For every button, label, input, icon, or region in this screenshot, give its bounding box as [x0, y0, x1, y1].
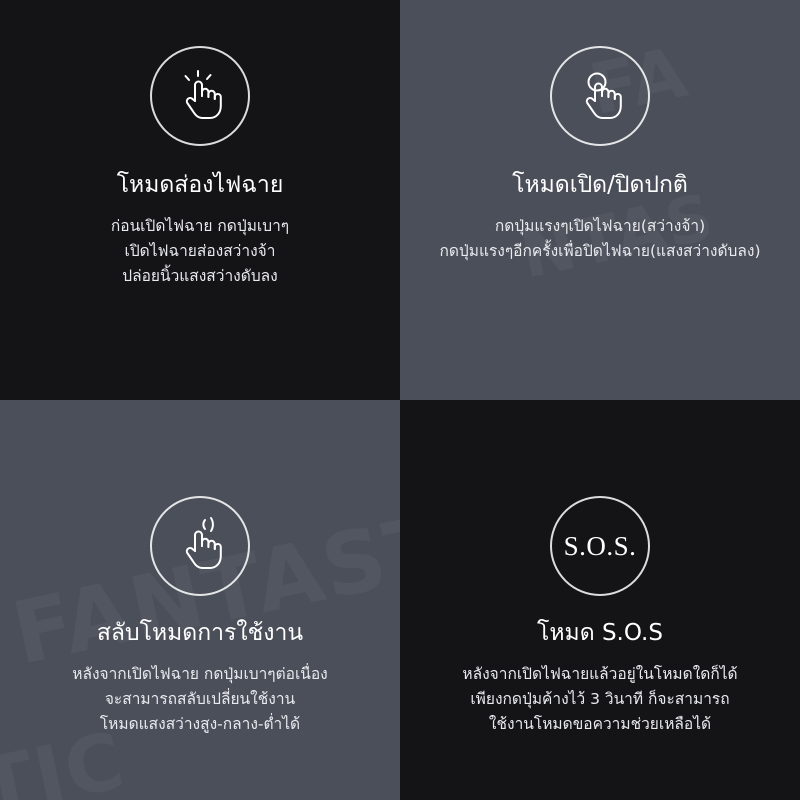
panel-title: โหมด S.O.S: [537, 620, 663, 646]
double-tap-finger-icon: [150, 496, 250, 596]
tap-finger-icon: [150, 46, 250, 146]
panel-normal-onoff-mode: [400, 0, 800, 400]
panel-title: โหมดเปิด/ปิดปกติ: [512, 172, 688, 198]
desc-line: กดปุ่มแรงๆอีกครั้งเพื่อปิดไฟฉาย(แสงสว่างดับลง): [439, 241, 761, 260]
panel-description: [66, 662, 334, 737]
desc-line: จะสามารถสลับเปลี่ยนใช้งาน: [104, 689, 296, 708]
panel-title: สลับโหมดการใช้งาน: [96, 620, 304, 646]
sos-icon: [550, 496, 650, 596]
sos-label: S.O.S.: [563, 530, 637, 561]
desc-line: ใช้งานโหมดขอความช่วยเหลือได้: [488, 714, 712, 733]
desc-line: ก่อนเปิดไฟฉาย กดปุ่มเบาๆ: [110, 216, 290, 235]
panel-description: [433, 214, 766, 264]
press-finger-icon: [550, 46, 650, 146]
desc-line: โหมดแสงสว่างสูง-กลาง-ต่ำได้: [99, 714, 301, 733]
panel-title: โหมดส่องไฟฉาย: [116, 172, 284, 198]
desc-line: เปิดไฟฉายส่องสว่างจ้า: [124, 241, 276, 260]
panel-switch-mode: [0, 400, 400, 800]
desc-line: กดปุ่มแรงๆเปิดไฟฉาย(สว่างจ้า): [494, 216, 706, 235]
panel-flashlight-mode: [0, 0, 400, 400]
panel-description: [105, 214, 295, 289]
panel-sos-mode: [400, 400, 800, 800]
desc-line: หลังจากเปิดไฟฉายแล้วอยู่ในโหมดใดก็ได้: [462, 664, 738, 683]
desc-line: หลังจากเปิดไฟฉาย กดปุ่มเบาๆต่อเนื่อง: [72, 664, 328, 683]
desc-line: ปล่อยนิ้วแสงสว่างดับลง: [122, 266, 278, 285]
panel-description: [456, 662, 743, 737]
desc-line: เพียงกดปุ่มค้างไว้ 3 วินาที ก็จะสามารถ: [470, 689, 730, 708]
